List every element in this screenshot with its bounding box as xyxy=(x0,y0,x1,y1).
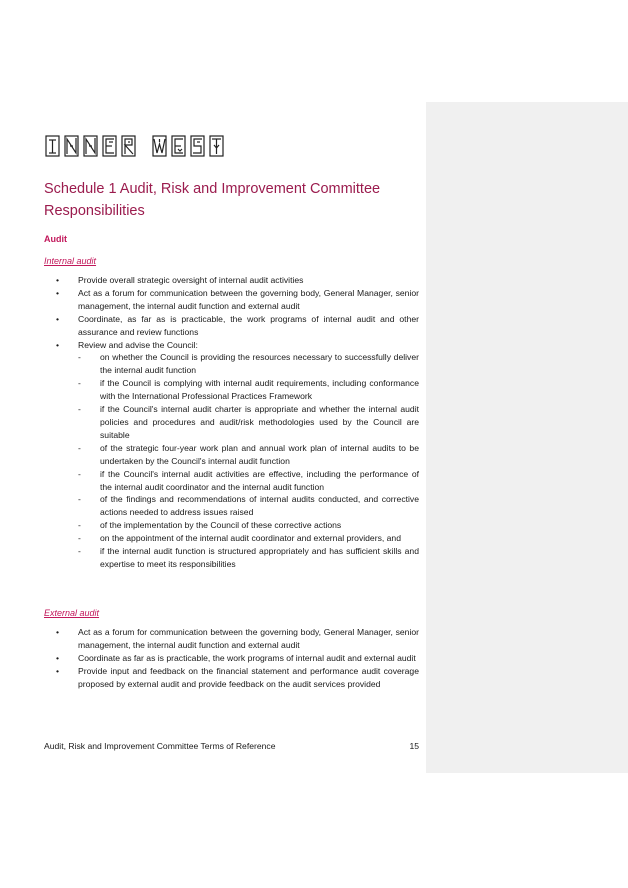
logo-letter-w xyxy=(151,134,168,158)
page-heading: Schedule 1 Audit, Risk and Improvement Committee Responsibilities xyxy=(44,181,381,219)
sub-list-item: - on the appointment of the internal audit coordinator and external providers, and xyxy=(78,533,401,544)
list-item: • Act as a forum for communication between the governing body, General Manager, senior management, the internal audit function and external audit xyxy=(56,627,419,650)
list-item: • Coordinate, as far as is practicable, the work programs of internal audit and other assurance and review functions xyxy=(56,313,419,337)
logo-letter-i xyxy=(44,134,61,158)
list-item: • Coordinate as far as is practicable, the work programs of internal audit and external audit xyxy=(56,652,416,663)
list-item: • Act as a forum for communication between the governing body, General Manager, senior management, the internal audit function and external audit xyxy=(56,287,419,311)
external-audit-list xyxy=(44,626,419,691)
sub-label-external-audit: External audit xyxy=(44,608,100,618)
list-item: • Provide input and feedback on the financial statement and performance audit coverage proposed by external audit and provide feedback on the audit services provided xyxy=(56,665,419,689)
footer-title: Audit, Risk and Improvement Committee Terms of Reference xyxy=(44,741,276,751)
bullet-icon: • xyxy=(56,652,60,663)
sub-list-item: - of the implementation by the Council of these corrective actions xyxy=(78,520,342,531)
inner-west-logo xyxy=(44,134,225,160)
bullet-icon: • xyxy=(56,339,60,350)
list-item: • Provide overall strategic oversight of internal audit activities xyxy=(56,275,304,285)
page-number: 15 xyxy=(409,741,419,751)
bullet-icon: • xyxy=(56,275,60,285)
sub-list-item: - of the strategic four-year work plan and annual work plan of internal audits to be undertaken by the Council's internal audit function xyxy=(78,442,419,466)
sub-label-internal-audit: Internal audit xyxy=(44,256,97,266)
bullet-icon: • xyxy=(56,287,60,298)
logo-letter-t xyxy=(208,134,225,158)
sub-list-item: - on whether the Council is providing the resources necessary to successfully deliver the internal audit function xyxy=(78,352,419,376)
logo-letter-n xyxy=(82,134,99,158)
section-label-audit: Audit xyxy=(44,234,67,244)
sub-list-item: - if the internal audit function is structured appropriately and has sufficient skills and expertise to meet its responsibilities xyxy=(78,546,419,569)
bullet-icon: • xyxy=(56,313,60,324)
sub-list-item: - of the findings and recommendations of internal audits conducted, and corrective actions needed to address issues raised xyxy=(78,494,419,518)
comment-pane xyxy=(426,102,628,773)
page-footer xyxy=(44,741,419,751)
sub-list-item: - if the Council's internal audit activities are effective, including the performance of the internal audit coordinator and the internal audit function xyxy=(78,468,419,492)
review-sub-list xyxy=(78,351,419,570)
bullet-icon: • xyxy=(56,627,60,637)
logo-letter-e xyxy=(101,134,118,158)
logo-letter-e xyxy=(170,134,187,158)
internal-audit-list xyxy=(44,274,419,571)
list-item: • Review and advise the Council: - on whether the Council is providing the resources necessary to successfully deliver the internal audit function - if the Council is complying with internal audit requirements, including conformance with the International Professional Practices Framework - if the Council's internal audit charter is appropriate and whether the internal audit policies and procedures and audit/risk methodologies used by the Council are suitable - of the strategic four-year work plan and annual work plan of internal audits to be undertaken by the Council's internal audit function - if the Council's internal audit activities are effective, including the performance of the internal audit coordinator and the internal audit function - of the findings and recommendations of internal audits conducted, and corrective actions needed to address issues raised - of the implementation by the Council of these corrective actions - on the appointment of the internal audit coordinator and external providers, and - if the internal audit function is structured appropriately and has sufficient skills and expertise to meet its responsibilities xyxy=(56,339,419,569)
sub-list-item: - if the Council is complying with internal audit requirements, including conformance with the International Professional Practices Framework xyxy=(78,378,419,402)
logo-letter-r xyxy=(120,134,137,158)
sub-list-item: - if the Council's internal audit charter is appropriate and whether the internal audit policies and procedures and audit/risk methodologies used by the Council are suitable xyxy=(78,404,419,440)
logo-letter-s xyxy=(189,134,206,158)
bullet-icon: • xyxy=(56,665,60,676)
logo-letter-n xyxy=(63,134,80,158)
